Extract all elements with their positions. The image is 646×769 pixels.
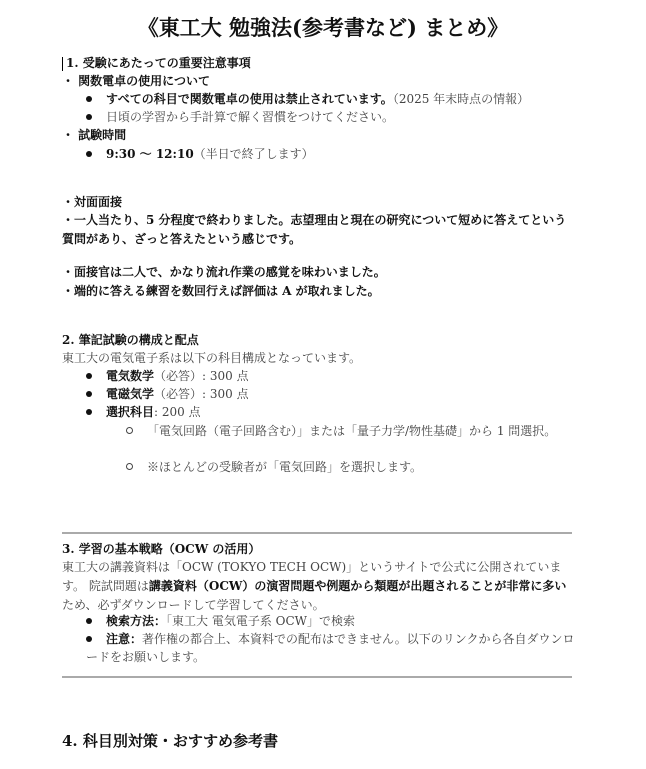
note-item: 注意：著作権の都合上、本資料での配布はできません。以下のリンクから各自ダウンロードをお願いします。 xyxy=(86,632,575,664)
divider xyxy=(62,532,572,534)
bullet-dot xyxy=(86,151,92,157)
interview-heading: ・対面面接 xyxy=(62,195,123,209)
section-1-heading: 1. 受験にあたっての重要注意事項 xyxy=(66,56,251,70)
page-title: 《東工大 勉強法(参考書など) まとめ》 xyxy=(137,15,509,40)
bullet-dot xyxy=(86,96,92,102)
time-item: 9:30 〜 12:10（半日で終了します） xyxy=(86,145,314,163)
section-3-heading: 3. 学習の基本戦略（OCW の活用） xyxy=(62,542,261,556)
calc-item-1: すべての科目で関数電卓の使用は禁止されています。（2025 年末時点の情報） xyxy=(86,90,529,108)
bullet-dot xyxy=(86,409,92,415)
search-method-item: 検索方法：「東工大 電気電子系 OCW」で検索 xyxy=(86,612,355,630)
divider xyxy=(62,676,572,678)
time-bullet: ・ 試験時間 xyxy=(62,128,127,142)
section-3-para: 東工大の講義資料は「OCW (TOKYO TECH OCW)」というサイトで公式に公開されています。 院試問題は講義資料（OCW）の演習問題や例題から類題が出題されることが非常に多いため、必ずダウンロードして学習してください。 xyxy=(62,560,567,612)
bullet-dot xyxy=(86,391,92,397)
bullet-dot xyxy=(86,618,92,624)
section-4-heading: 4. 科目別対策・おすすめ参考書 xyxy=(62,732,279,750)
text-cursor xyxy=(62,57,63,71)
interview-line-2: ・面接官は二人で、かなり流れ作業の感覚を味わいました。 xyxy=(62,265,386,279)
calc-item-2: 日頃の学習から手計算で解く習慣をつけてください。 xyxy=(86,108,394,126)
section-2-intro: 東工大の電気電子系は以下の科目構成となっています。 xyxy=(62,351,362,365)
bullet-dot xyxy=(86,636,92,642)
interview-para-1: ・一人当たり、5 分程度で終わりました。志望理由と現在の研究について短めに答えてという質問があり、ざっと答えたという感じです。 xyxy=(62,213,567,246)
elective-sub-item-2: ※ほとんどの受験者が「電気回路」を選択します。 xyxy=(126,458,422,476)
bullet-dot xyxy=(86,373,92,379)
elective-sub-item-1: 「電気回路（電子回路含む）」または「量子力学/物性基礎」から 1 問選択。 xyxy=(126,422,566,440)
interview-line-3: ・端的に答える練習を数回行えば評価は A が取れました。 xyxy=(62,284,380,298)
calc-bullet: ・ 関数電卓の使用について xyxy=(62,74,210,88)
bullet-circle xyxy=(126,463,133,470)
bullet-circle xyxy=(126,427,133,434)
section-2-heading: 2. 筆記試験の構成と配点 xyxy=(62,333,199,347)
subject-item: 電気数学（必答）: 300 点 xyxy=(86,367,249,385)
bullet-dot xyxy=(86,114,92,120)
subject-item: 電磁気学（必答）: 300 点 xyxy=(86,385,249,403)
subject-item: 選択科目: 200 点 xyxy=(86,403,201,421)
